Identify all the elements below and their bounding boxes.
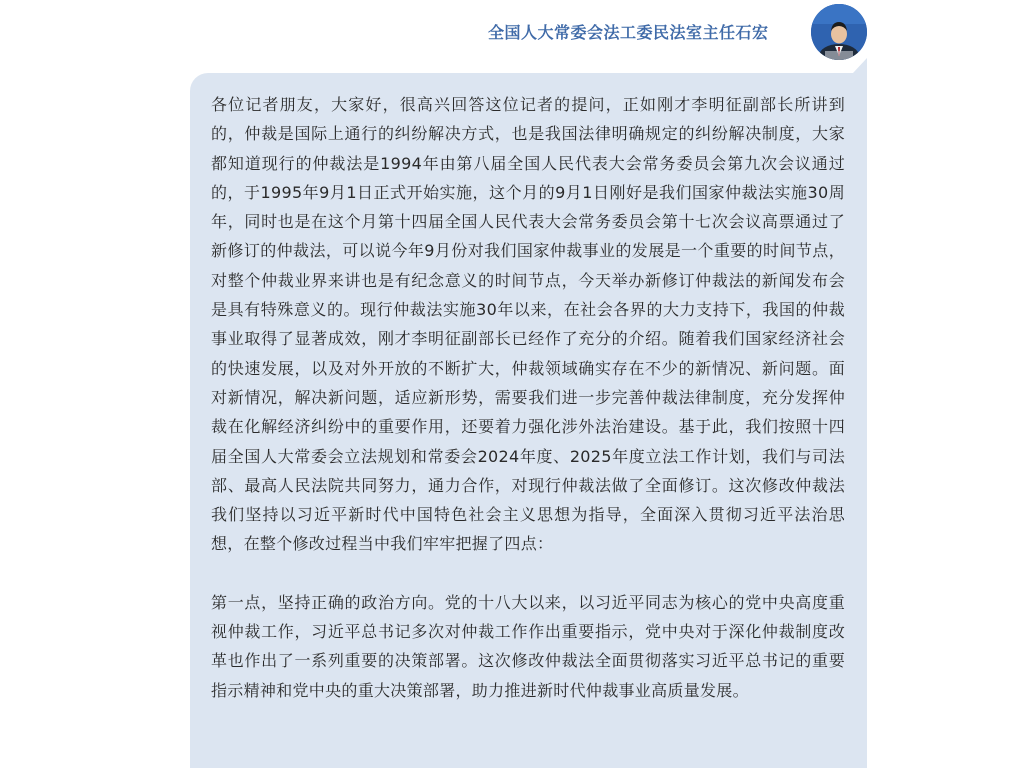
answer-paragraph: 第一点，坚持正确的政治方向。党的十八大以来，以习近平同志为核心的党中央高度重视仲裁工作，习近平总书记多次对仲裁工作作出重要指示，党中央对于深化仲裁制度改革也作出了一系列重要的决策部署。这次修改仲裁法全面贯彻落实习近平总书记的重要指示精神和党中央的重大决策部署，助力推进新时代仲裁事业高质量发展。 bbox=[211, 592, 845, 700]
speaker-portrait-icon bbox=[811, 4, 867, 60]
answer-paragraph: 各位记者朋友，大家好，很高兴回答这位记者的提问，正如刚才李明征副部长所讲到的，仲裁是国际上通行的纠纷解决方式，也是我国法律明确规定的纠纷解决制度，大家都知道现行的仲裁法是1994年由第八届全国人民代表大会常务委员会第九次会议通过的，于1995年9月1日正式开始实施，这个月的9月1日刚好是我们国家仲裁法实施30周年，同时也是在这个月第十四届全国人民代表大会常务委员会第十七次会议高票通过了新修订的仲裁法，可以说今年9月份对我们国家仲裁事业的发展是一个重要的时间节点，对整个仲裁业界来讲也是有纪念意义的时间节点，今天举办新修订仲裁法的新闻发布会是具有特殊意义的。现行仲裁法实施30年以来，在社会各界的大力支持下，我国的仲裁事业取得了显著成效，刚才李明征副部长已经作了充分的介绍。随着我们国家经济社会的快速发展，以及对外开放的不断扩大，仲裁领域确实存在不少的新情况、新问题。面对新情况，解决新问题，适应新形势，需要我们进一步完善仲裁法律制度，充分发挥仲裁在化解经济纠纷中的重要作用，还要着力强化涉外法治建设。基于此，我们按照十四届全国人大常委会立法规划和常委会2024年度、2025年度立法工作计划，我们与司法部、最高人民法院共同努力，通力合作，对现行仲裁法做了全面修订。这次修改仲裁法我们坚持以习近平新时代中国特色社会主义思想为指导，全面深入贯彻习近平法治思想，在整个修改过程当中我们牢牢把握了四点： bbox=[211, 95, 845, 554]
speaker-avatar bbox=[811, 4, 867, 60]
answer-bubble bbox=[190, 73, 867, 768]
bubble-tail bbox=[853, 58, 867, 73]
speaker-name: 全国人大常委会法工委民法室主任石宏 bbox=[488, 23, 769, 42]
